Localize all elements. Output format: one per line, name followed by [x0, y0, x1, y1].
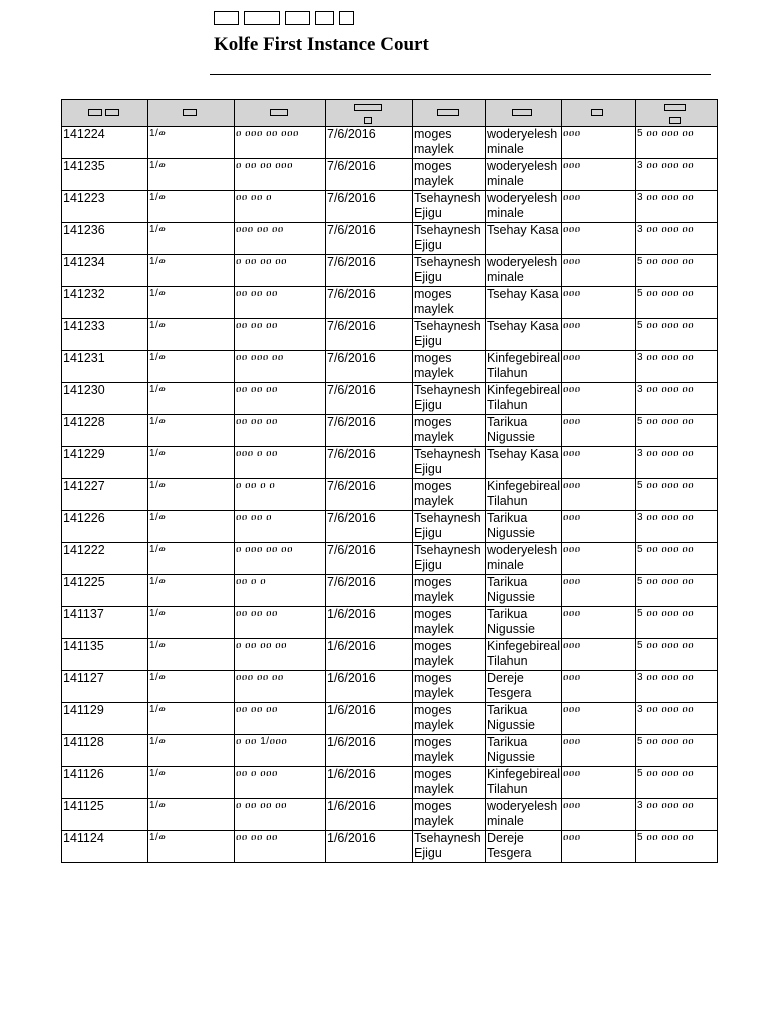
judge-cell: Tsehay Kasa [486, 447, 562, 479]
date-cell: 7/6/2016 [326, 255, 413, 287]
judge-cell: moges maylek [413, 351, 486, 383]
table-body [62, 127, 718, 863]
sentence-cell: 5 ዐዐ ዐዐዐ ዐዐ [636, 415, 718, 447]
judge-cell: moges maylek [413, 127, 486, 159]
judge-cell: woderyelesh minale [486, 255, 562, 287]
table-row [62, 223, 718, 255]
judge-cell: Tarikua Nigussie [486, 607, 562, 639]
judge-cell: Tarikua Nigussie [486, 511, 562, 543]
case-number-cell: 141226 [62, 511, 148, 543]
bench-cell: 1/ወ [148, 543, 235, 575]
defendant-cell: ዐዐ ዐዐ ዐ [235, 511, 326, 543]
judge-cell: Tsehaynesh Ejigu [413, 191, 486, 223]
case-number-cell: 141222 [62, 543, 148, 575]
judge-cell: moges maylek [413, 671, 486, 703]
defendant-cell: ዐዐ ዐዐ ዐዐ [235, 383, 326, 415]
judge-cell: Tarikua Nigussie [486, 735, 562, 767]
sentence-cell: 3 ዐዐ ዐዐዐ ዐዐ [636, 383, 718, 415]
date-cell: 7/6/2016 [326, 383, 413, 415]
bench-cell: 1/ወ [148, 415, 235, 447]
table-row [62, 127, 718, 159]
case-number-cell: 141231 [62, 351, 148, 383]
sentence-cell: 3 ዐዐ ዐዐዐ ዐዐ [636, 191, 718, 223]
sentence-cell: 5 ዐዐ ዐዐዐ ዐዐ [636, 831, 718, 863]
decision-cell: ዐዐዐ [562, 511, 636, 543]
judge-cell: woderyelesh minale [486, 159, 562, 191]
defendant-cell: ዐዐ ዐዐ ዐዐ [235, 607, 326, 639]
table-row [62, 735, 718, 767]
date-cell: 1/6/2016 [326, 735, 413, 767]
date-cell: 7/6/2016 [326, 159, 413, 191]
case-number-cell: 141225 [62, 575, 148, 607]
bench-cell: 1/ወ [148, 607, 235, 639]
bench-cell: 1/ወ [148, 191, 235, 223]
defendant-cell: ዐዐ ዐ ዐ [235, 575, 326, 607]
table-row [62, 767, 718, 799]
judge-cell: Tsehaynesh Ejigu [413, 223, 486, 255]
defendant-cell: ዐዐ ዐዐዐ ዐዐ [235, 351, 326, 383]
date-cell: 7/6/2016 [326, 319, 413, 351]
judge-cell: woderyelesh minale [486, 127, 562, 159]
sentence-cell: 5 ዐዐ ዐዐዐ ዐዐ [636, 127, 718, 159]
judge-cell: Kinfegebireal Tilahun [486, 351, 562, 383]
date-cell: 1/6/2016 [326, 639, 413, 671]
decision-cell: ዐዐዐ [562, 159, 636, 191]
bench-cell: 1/ወ [148, 127, 235, 159]
decision-cell: ዐዐዐ [562, 703, 636, 735]
date-cell: 7/6/2016 [326, 223, 413, 255]
date-cell: 7/6/2016 [326, 575, 413, 607]
bench-cell: 1/ወ [148, 223, 235, 255]
judge-cell: Tsehaynesh Ejigu [413, 255, 486, 287]
bench-cell: 1/ወ [148, 735, 235, 767]
judge-cell: Dereje Tesgera [486, 831, 562, 863]
case-number-cell: 141234 [62, 255, 148, 287]
bench-cell: 1/ወ [148, 383, 235, 415]
table-row [62, 255, 718, 287]
glyph-block [339, 11, 354, 25]
table-row [62, 511, 718, 543]
defendant-cell: ዐዐ ዐዐ ዐዐ [235, 287, 326, 319]
decision-cell: ዐዐዐ [562, 575, 636, 607]
case-table [61, 99, 718, 863]
date-cell: 7/6/2016 [326, 351, 413, 383]
sentence-cell: 5 ዐዐ ዐዐዐ ዐዐ [636, 255, 718, 287]
date-cell: 7/6/2016 [326, 479, 413, 511]
sentence-cell: 3 ዐዐ ዐዐዐ ዐዐ [636, 671, 718, 703]
defendant-cell: ዐዐ ዐዐ ዐ [235, 191, 326, 223]
sentence-cell: 5 ዐዐ ዐዐዐ ዐዐ [636, 543, 718, 575]
case-number-cell: 141135 [62, 639, 148, 671]
column-header [148, 100, 235, 127]
bench-cell: 1/ወ [148, 831, 235, 863]
decision-cell: ዐዐዐ [562, 735, 636, 767]
judge-cell: Tsehay Kasa [486, 319, 562, 351]
date-cell: 7/6/2016 [326, 127, 413, 159]
date-cell: 7/6/2016 [326, 511, 413, 543]
bench-cell: 1/ወ [148, 319, 235, 351]
sentence-cell: 3 ዐዐ ዐዐዐ ዐዐ [636, 799, 718, 831]
table-row [62, 671, 718, 703]
glyph-block [315, 11, 334, 25]
decision-cell: ዐዐዐ [562, 255, 636, 287]
decision-cell: ዐዐዐ [562, 191, 636, 223]
table-row [62, 607, 718, 639]
judge-cell: moges maylek [413, 575, 486, 607]
decision-cell: ዐዐዐ [562, 831, 636, 863]
bench-cell: 1/ወ [148, 287, 235, 319]
date-cell: 1/6/2016 [326, 607, 413, 639]
bench-cell: 1/ወ [148, 671, 235, 703]
date-cell: 7/6/2016 [326, 447, 413, 479]
decision-cell: ዐዐዐ [562, 351, 636, 383]
case-number-cell: 141227 [62, 479, 148, 511]
sentence-cell: 5 ዐዐ ዐዐዐ ዐዐ [636, 575, 718, 607]
table-row [62, 831, 718, 863]
case-number-cell: 141126 [62, 767, 148, 799]
column-header [413, 100, 486, 127]
sentence-cell: 5 ዐዐ ዐዐዐ ዐዐ [636, 319, 718, 351]
sentence-cell: 5 ዐዐ ዐዐዐ ዐዐ [636, 287, 718, 319]
decision-cell: ዐዐዐ [562, 415, 636, 447]
sentence-cell: 3 ዐዐ ዐዐዐ ዐዐ [636, 159, 718, 191]
column-header [562, 100, 636, 127]
table-header [62, 100, 718, 127]
sentence-cell: 5 ዐዐ ዐዐዐ ዐዐ [636, 479, 718, 511]
defendant-cell: ዐ ዐዐ ዐዐ ዐዐ [235, 639, 326, 671]
table-row [62, 703, 718, 735]
table-row [62, 479, 718, 511]
case-number-cell: 141124 [62, 831, 148, 863]
case-number-cell: 141235 [62, 159, 148, 191]
judge-cell: Tsehaynesh Ejigu [413, 511, 486, 543]
decision-cell: ዐዐዐ [562, 543, 636, 575]
page-title: Kolfe First Instance Court [214, 34, 429, 55]
judge-cell: Kinfegebireal Tilahun [486, 479, 562, 511]
judge-cell: moges maylek [413, 607, 486, 639]
table-row [62, 287, 718, 319]
judge-cell: woderyelesh minale [486, 191, 562, 223]
case-number-cell: 141228 [62, 415, 148, 447]
defendant-cell: ዐ ዐዐ ዐ ዐ [235, 479, 326, 511]
case-number-cell: 141127 [62, 671, 148, 703]
defendant-cell: ዐ ዐዐ ዐዐ ዐዐ [235, 799, 326, 831]
bench-cell: 1/ወ [148, 479, 235, 511]
defendant-cell: ዐ ዐዐዐ ዐዐ ዐዐዐ [235, 127, 326, 159]
decision-cell: ዐዐዐ [562, 383, 636, 415]
decision-cell: ዐዐዐ [562, 223, 636, 255]
table-row [62, 159, 718, 191]
sentence-cell: 5 ዐዐ ዐዐዐ ዐዐ [636, 767, 718, 799]
judge-cell: Tsehaynesh Ejigu [413, 447, 486, 479]
date-cell: 1/6/2016 [326, 799, 413, 831]
date-cell: 7/6/2016 [326, 543, 413, 575]
decision-cell: ዐዐዐ [562, 287, 636, 319]
case-number-cell: 141223 [62, 191, 148, 223]
header-divider [210, 74, 711, 75]
decision-cell: ዐዐዐ [562, 607, 636, 639]
decision-cell: ዐዐዐ [562, 127, 636, 159]
judge-cell: moges maylek [413, 287, 486, 319]
case-number-cell: 141233 [62, 319, 148, 351]
table-row [62, 383, 718, 415]
glyph-block [285, 11, 310, 25]
defendant-cell: ዐ ዐዐ 1/ዐዐዐ [235, 735, 326, 767]
table-row [62, 575, 718, 607]
judge-cell: Tarikua Nigussie [486, 703, 562, 735]
bench-cell: 1/ወ [148, 703, 235, 735]
judge-cell: moges maylek [413, 735, 486, 767]
column-header [235, 100, 326, 127]
defendant-cell: ዐዐ ዐዐ ዐዐ [235, 415, 326, 447]
judge-cell: Kinfegebireal Tilahun [486, 767, 562, 799]
bench-cell: 1/ወ [148, 351, 235, 383]
judge-cell: moges maylek [413, 767, 486, 799]
judge-cell: moges maylek [413, 799, 486, 831]
bench-cell: 1/ወ [148, 575, 235, 607]
defendant-cell: ዐ ዐዐ ዐዐ ዐዐዐ [235, 159, 326, 191]
case-number-cell: 141232 [62, 287, 148, 319]
judge-cell: Dereje Tesgera [486, 671, 562, 703]
case-number-cell: 141125 [62, 799, 148, 831]
decision-cell: ዐዐዐ [562, 319, 636, 351]
judge-cell: moges maylek [413, 703, 486, 735]
judge-cell: Kinfegebireal Tilahun [486, 383, 562, 415]
table-row [62, 351, 718, 383]
column-header [486, 100, 562, 127]
judge-cell: moges maylek [413, 479, 486, 511]
case-number-cell: 141128 [62, 735, 148, 767]
table-row [62, 319, 718, 351]
case-number-cell: 141230 [62, 383, 148, 415]
defendant-cell: ዐዐዐ ዐዐ ዐዐ [235, 671, 326, 703]
date-cell: 1/6/2016 [326, 671, 413, 703]
header-row [62, 100, 718, 127]
bench-cell: 1/ወ [148, 511, 235, 543]
judge-cell: Tarikua Nigussie [486, 575, 562, 607]
defendant-cell: ዐዐዐ ዐዐ ዐዐ [235, 223, 326, 255]
defendant-cell: ዐዐ ዐዐ ዐዐ [235, 831, 326, 863]
table-row [62, 639, 718, 671]
column-header [62, 100, 148, 127]
case-number-cell: 141229 [62, 447, 148, 479]
decision-cell: ዐዐዐ [562, 767, 636, 799]
decision-cell: ዐዐዐ [562, 639, 636, 671]
decision-cell: ዐዐዐ [562, 671, 636, 703]
defendant-cell: ዐ ዐዐዐ ዐዐ ዐዐ [235, 543, 326, 575]
glyph-block [214, 11, 239, 25]
sentence-cell: 3 ዐዐ ዐዐዐ ዐዐ [636, 223, 718, 255]
judge-cell: Tsehay Kasa [486, 287, 562, 319]
judge-cell: Tarikua Nigussie [486, 415, 562, 447]
judge-cell: moges maylek [413, 415, 486, 447]
case-number-cell: 141129 [62, 703, 148, 735]
judge-cell: woderyelesh minale [486, 799, 562, 831]
decision-cell: ዐዐዐ [562, 799, 636, 831]
date-cell: 7/6/2016 [326, 191, 413, 223]
decision-cell: ዐዐዐ [562, 479, 636, 511]
date-cell: 1/6/2016 [326, 703, 413, 735]
sentence-cell: 5 ዐዐ ዐዐዐ ዐዐ [636, 607, 718, 639]
case-number-cell: 141137 [62, 607, 148, 639]
date-cell: 1/6/2016 [326, 767, 413, 799]
defendant-cell: ዐዐዐ ዐ ዐዐ [235, 447, 326, 479]
judge-cell: Kinfegebireal Tilahun [486, 639, 562, 671]
judge-cell: woderyelesh minale [486, 543, 562, 575]
judge-cell: Tsehaynesh Ejigu [413, 383, 486, 415]
bench-cell: 1/ወ [148, 159, 235, 191]
judge-cell: moges maylek [413, 159, 486, 191]
sentence-cell: 3 ዐዐ ዐዐዐ ዐዐ [636, 351, 718, 383]
bench-cell: 1/ወ [148, 799, 235, 831]
bench-cell: 1/ወ [148, 639, 235, 671]
column-header [636, 100, 718, 127]
judge-cell: Tsehay Kasa [486, 223, 562, 255]
sentence-cell: 3 ዐዐ ዐዐዐ ዐዐ [636, 447, 718, 479]
judge-cell: moges maylek [413, 639, 486, 671]
judge-cell: Tsehaynesh Ejigu [413, 543, 486, 575]
sentence-cell: 5 ዐዐ ዐዐዐ ዐዐ [636, 735, 718, 767]
case-number-cell: 141236 [62, 223, 148, 255]
table-row [62, 799, 718, 831]
judge-cell: Tsehaynesh Ejigu [413, 831, 486, 863]
bench-cell: 1/ወ [148, 255, 235, 287]
date-cell: 7/6/2016 [326, 287, 413, 319]
defendant-cell: ዐ ዐዐ ዐዐ ዐዐ [235, 255, 326, 287]
sentence-cell: 5 ዐዐ ዐዐዐ ዐዐ [636, 639, 718, 671]
bench-cell: 1/ወ [148, 767, 235, 799]
judge-cell: Tsehaynesh Ejigu [413, 319, 486, 351]
case-number-cell: 141224 [62, 127, 148, 159]
table-row [62, 415, 718, 447]
date-cell: 1/6/2016 [326, 831, 413, 863]
decision-cell: ዐዐዐ [562, 447, 636, 479]
column-header [326, 100, 413, 127]
defendant-cell: ዐዐ ዐዐ ዐዐ [235, 703, 326, 735]
sentence-cell: 3 ዐዐ ዐዐዐ ዐዐ [636, 511, 718, 543]
sentence-cell: 3 ዐዐ ዐዐዐ ዐዐ [636, 703, 718, 735]
table-row [62, 447, 718, 479]
defendant-cell: ዐዐ ዐ ዐዐዐ [235, 767, 326, 799]
table-row [62, 191, 718, 223]
amharic-court-title [214, 9, 354, 27]
bench-cell: 1/ወ [148, 447, 235, 479]
defendant-cell: ዐዐ ዐዐ ዐዐ [235, 319, 326, 351]
date-cell: 7/6/2016 [326, 415, 413, 447]
glyph-block [244, 11, 280, 25]
table-row [62, 543, 718, 575]
